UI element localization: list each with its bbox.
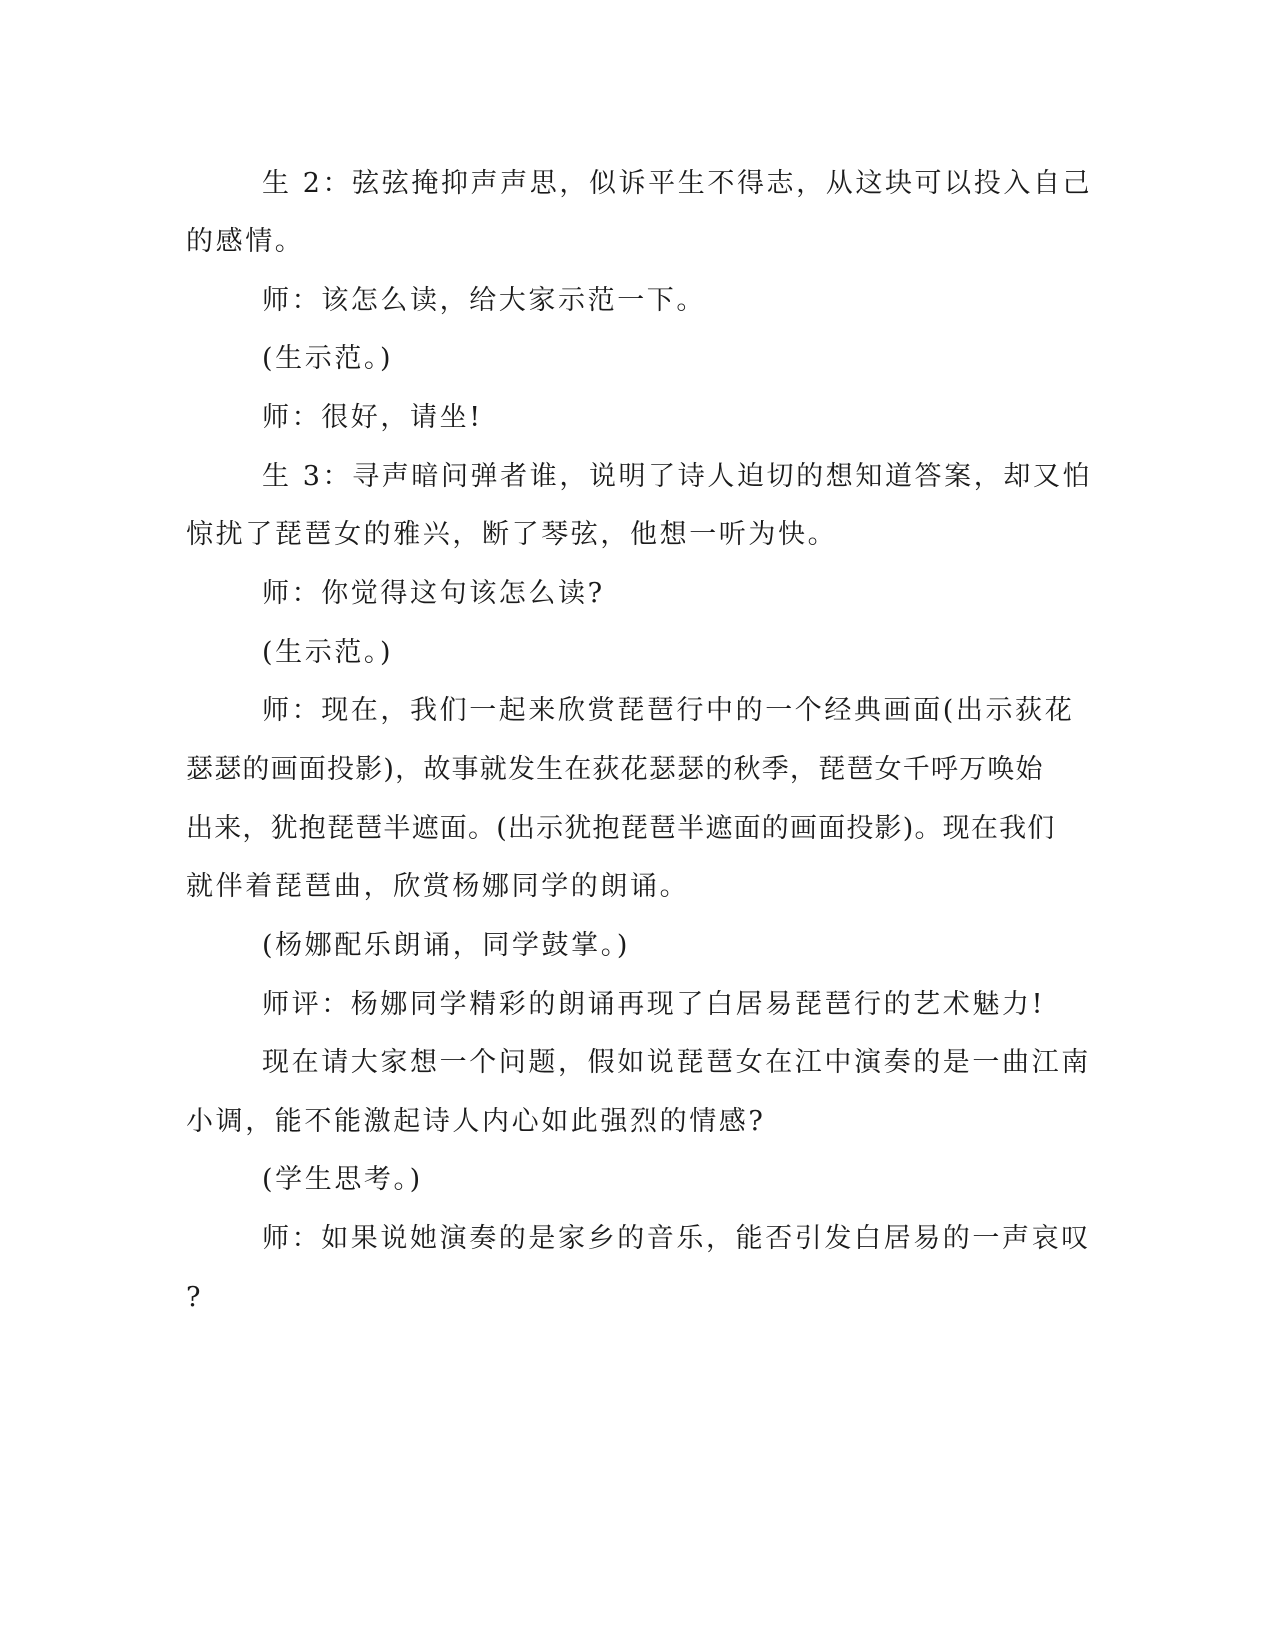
paragraph-line: 现在请大家想一个问题，假如说琵琶女在江中演奏的是一曲江南 (262, 1047, 1091, 1078)
paragraph-line: ? (186, 1282, 204, 1313)
paragraph-line: 瑟瑟的画面投影)，故事就发生在荻花瑟瑟的秋季，琵琶女千呼万唤始 (186, 754, 1044, 785)
paragraph-line: (生示范。) (262, 343, 394, 374)
paragraph-line: 生 3：寻声暗问弹者谁，说明了诗人迫切的想知道答案，却又怕 (262, 461, 1093, 492)
paragraph-line: 的感情。 (186, 226, 305, 257)
paragraph-line: 生 2：弦弦掩抑声声思，似诉平生不得志，从这块可以投入自己 (262, 168, 1093, 199)
paragraph-line: 师：你觉得这句该怎么读? (262, 578, 605, 609)
paragraph-line: 师：很好，请坐! (262, 402, 483, 433)
paragraph-line: 师：现在，我们一起来欣赏琵琶行中的一个经典画面(出示荻花 (262, 695, 1075, 726)
paragraph-line: 惊扰了琵琶女的雅兴，断了琴弦，他想一听为快。 (186, 519, 838, 550)
paragraph-line: 就伴着琵琶曲，欣赏杨娜同学的朗诵。 (186, 871, 690, 902)
paragraph-line: 师：如果说她演奏的是家乡的音乐，能否引发白居易的一声哀叹 (262, 1223, 1091, 1254)
paragraph-line: (学生思考。) (262, 1164, 423, 1195)
paragraph-line: 出来，犹抱琵琶半遮面。(出示犹抱琵琶半遮面的画面投影)。现在我们 (186, 813, 1056, 844)
paragraph-line: 师评：杨娜同学精彩的朗诵再现了白居易琵琶行的艺术魅力! (262, 989, 1046, 1020)
paragraph-line: (杨娜配乐朗诵，同学鼓掌。) (262, 930, 630, 961)
paragraph-line: 小调，能不能激起诗人内心如此强烈的情感? (186, 1106, 766, 1137)
paragraph-line: (生示范。) (262, 637, 394, 668)
paragraph-line: 师：该怎么读，给大家示范一下。 (262, 285, 706, 316)
